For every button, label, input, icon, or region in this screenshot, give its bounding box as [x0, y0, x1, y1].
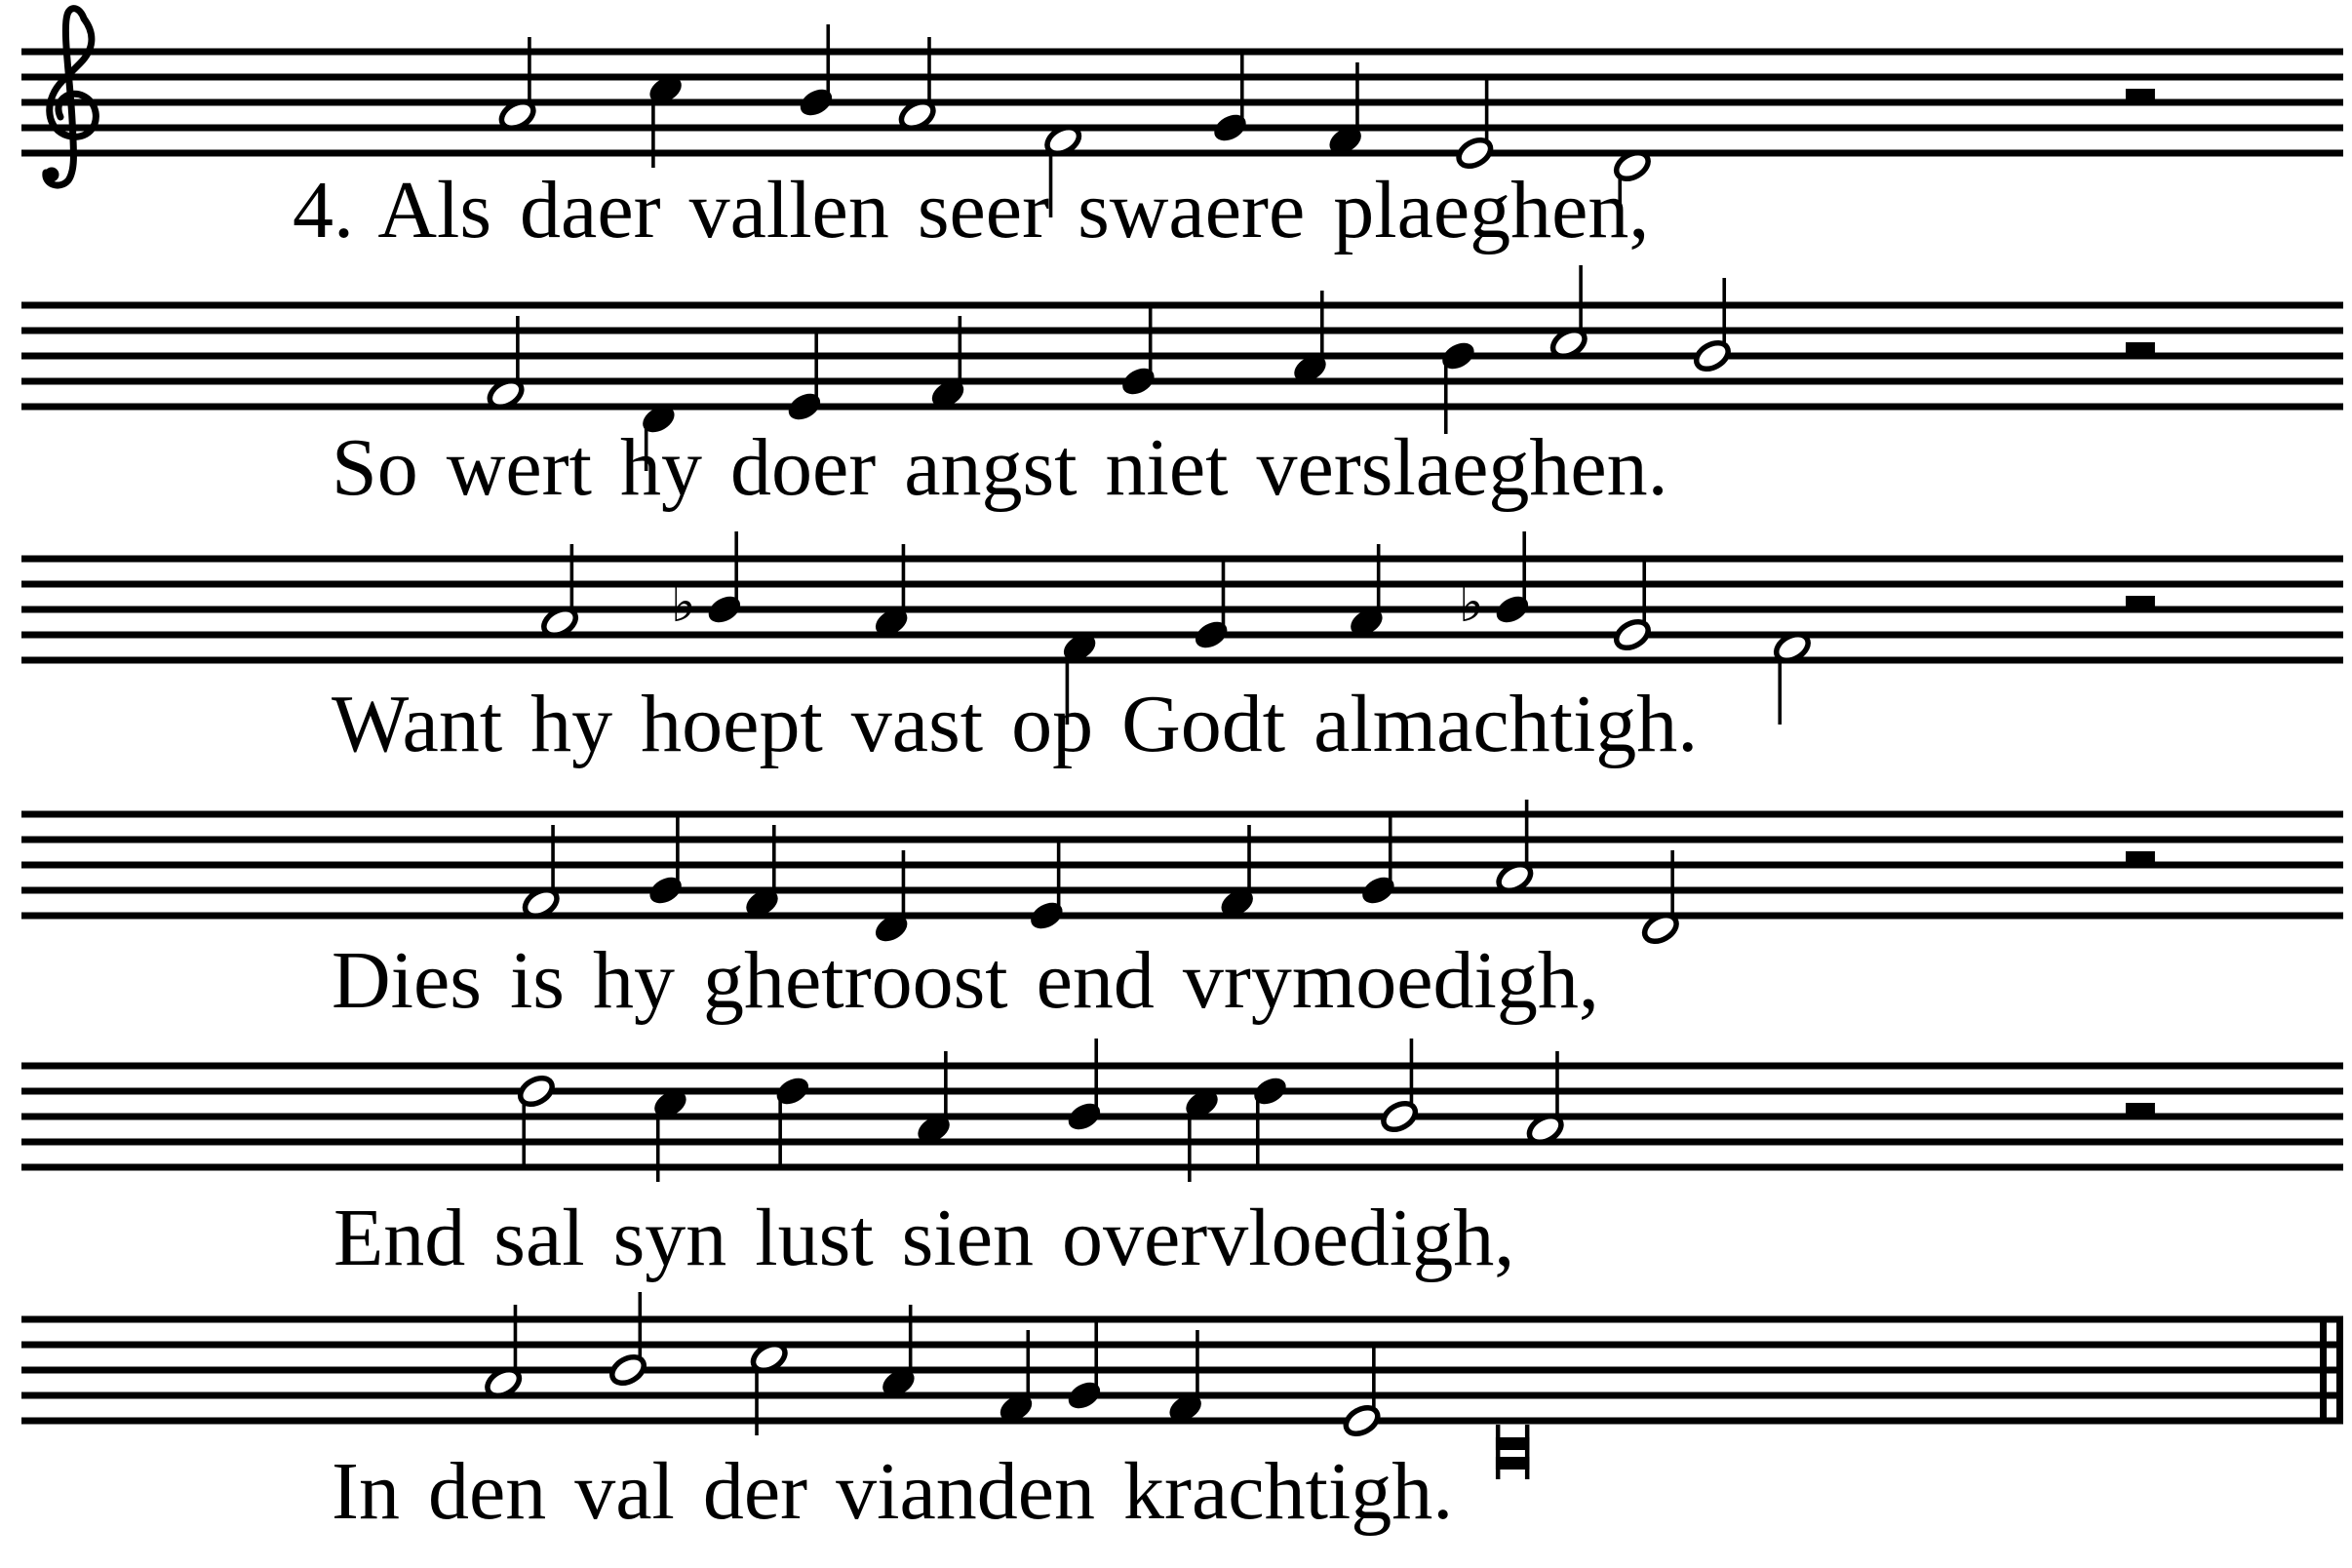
- staff-line: [21, 607, 2343, 613]
- staff-line: [21, 862, 2343, 869]
- quarter-note: [1064, 1317, 1105, 1414]
- longa-note: [1496, 1425, 1530, 1479]
- quarter-note: [1438, 337, 1479, 434]
- lyric-line-3: Want hy hoept vast op Godt almachtigh.: [332, 679, 1699, 769]
- quarter-note: [1250, 1073, 1291, 1169]
- staff-line: [21, 328, 2343, 334]
- flat-accidental-icon: ♭: [1458, 571, 1484, 635]
- staff-line: [21, 1063, 2343, 1070]
- final-barline: [2336, 1316, 2343, 1425]
- notehead: [796, 84, 837, 120]
- staff-line: [21, 125, 2343, 132]
- staff-line: [21, 887, 2343, 894]
- notehead: [1064, 1098, 1105, 1134]
- half-note: [608, 1292, 648, 1389]
- half-note: [1692, 278, 1733, 374]
- staff-line: [21, 1088, 2343, 1095]
- staff-line: [21, 837, 2343, 843]
- quarter-note: [646, 812, 686, 909]
- notehead: [1064, 1377, 1105, 1413]
- notehead: [646, 872, 686, 908]
- staff-line: [21, 556, 2343, 563]
- lyric-line-1: 4. Als daer vallen seer swaere plaeghen,: [293, 165, 1650, 255]
- half-rest: [2126, 851, 2155, 865]
- quarter-note: [772, 1073, 813, 1169]
- notehead: [784, 388, 825, 424]
- staff-line: [21, 1316, 2343, 1323]
- half-note: [1342, 1343, 1383, 1439]
- quarter-note: [784, 329, 825, 425]
- longa-bar: [1496, 1437, 1530, 1450]
- staff-line: [21, 1367, 2343, 1374]
- notehead: [1118, 363, 1159, 399]
- treble-clef-icon: [45, 9, 97, 185]
- half-rest: [2126, 89, 2155, 102]
- staff-line: [21, 378, 2343, 385]
- half-note: [516, 1073, 557, 1169]
- half-rest: [2126, 1103, 2155, 1117]
- staff-line: [21, 1342, 2343, 1349]
- notehead: [1250, 1073, 1291, 1109]
- notehead: [1612, 616, 1653, 652]
- quarter-note: [1191, 557, 1232, 653]
- staff-line: [21, 811, 2343, 818]
- half-rest: [2126, 596, 2155, 609]
- half-note: [1772, 629, 1813, 725]
- half-note: [1548, 265, 1589, 362]
- notehead: [1210, 109, 1251, 145]
- notehead: [1692, 337, 1733, 373]
- final-barline: [2320, 1316, 2327, 1425]
- notehead: [1492, 591, 1533, 627]
- staff-line: [21, 353, 2343, 360]
- lyric-line-6: In den val der vianden krachtigh.: [332, 1446, 1454, 1537]
- quarter-note: [1358, 812, 1399, 909]
- notehead: [1026, 897, 1067, 933]
- staff-line: [21, 49, 2343, 56]
- quarter-note: [704, 531, 745, 628]
- longa-stem: [1525, 1425, 1530, 1479]
- staff-line: [21, 150, 2343, 157]
- flat-accidental-icon: ♭: [670, 571, 696, 635]
- staff-line: [21, 913, 2343, 920]
- staff-line: [21, 302, 2343, 309]
- notehead: [1379, 1098, 1420, 1134]
- longa-stem: [1496, 1425, 1501, 1479]
- lyric-line-5: End sal syn lust sien overvloedigh,: [333, 1193, 1515, 1283]
- half-note: [1379, 1039, 1420, 1135]
- staff-line: [21, 74, 2343, 81]
- staff-line: [21, 99, 2343, 106]
- quarter-note: [1210, 50, 1251, 146]
- lyric-line-2: So wert hy doer angst niet verslaeghen.: [332, 422, 1668, 513]
- half-rest: [2126, 342, 2155, 356]
- half-note: [1612, 557, 1653, 653]
- notehead: [704, 591, 745, 627]
- notehead: [1342, 1402, 1383, 1438]
- lyric-line-4: Dies is hy ghetroost end vrymoedigh,: [332, 935, 1599, 1026]
- longa-bar: [1496, 1457, 1530, 1470]
- quarter-note: [1064, 1039, 1105, 1135]
- quarter-note: [1492, 531, 1533, 628]
- notehead: [1191, 616, 1232, 652]
- staff-line: [21, 404, 2343, 411]
- staff-line: [21, 1114, 2343, 1120]
- notehead: [1358, 872, 1399, 908]
- half-note: [1454, 75, 1495, 172]
- quarter-note: [1118, 303, 1159, 400]
- staff-line: [21, 1164, 2343, 1171]
- quarter-note: [1026, 838, 1067, 934]
- staff-line: [21, 632, 2343, 639]
- staff-line: [21, 581, 2343, 588]
- quarter-note: [796, 24, 837, 121]
- notehead: [516, 1073, 557, 1109]
- notehead: [772, 1073, 813, 1109]
- notehead: [1438, 337, 1479, 373]
- notehead: [608, 1352, 648, 1388]
- staff-line: [21, 1139, 2343, 1146]
- staff-line: [21, 657, 2343, 664]
